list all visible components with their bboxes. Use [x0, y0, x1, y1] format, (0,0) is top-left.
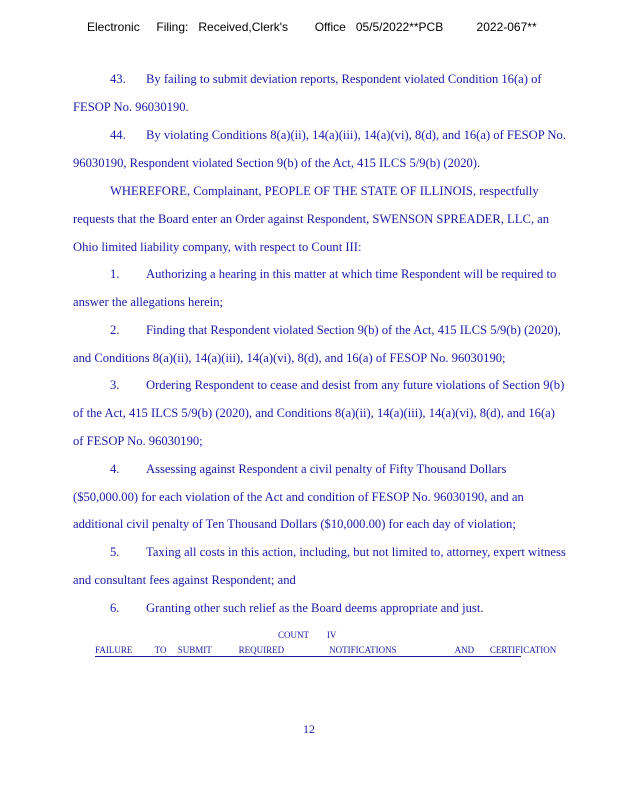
- wherefore-line-1: WHEREFORE, Complainant, PEOPLE OF THE STATE OF ILLINOIS, respectfully: [110, 184, 539, 198]
- relief-item-6-line-1: [110, 601, 483, 616]
- relief-item-text: Granting other such relief as the Board deems appropriate and just.: [146, 601, 484, 615]
- paragraph-43-line-1: [110, 72, 542, 87]
- relief-item-4-line-2: ($50,000.00) for each violation of the Act and condition of FESOP No. 96030190, and an: [73, 490, 524, 504]
- count-heading-subtitle: FAILURE TO SUBMIT REQUIRED NOTIFICATIONS AND CERTIFICATION: [95, 645, 557, 655]
- relief-item-number: 4.: [110, 462, 120, 476]
- relief-item-number: 6.: [110, 601, 120, 615]
- relief-item-5-line-1: [110, 545, 566, 560]
- relief-item-text: Finding that Respondent violated Section 9(b) of the Act, 415 ILCS 5/9(b) (2020),: [146, 323, 561, 337]
- page-number: 12: [303, 722, 315, 736]
- count-heading-underline: [95, 656, 521, 657]
- relief-item-text: Authorizing a hearing in this matter at which time Respondent will be required to: [146, 267, 557, 281]
- paragraph-number: 44.: [110, 128, 126, 142]
- paragraph-44-line-1: [110, 128, 566, 143]
- relief-item-number: 3.: [110, 378, 120, 392]
- relief-item-text: Assessing against Respondent a civil penalty of Fifty Thousand Dollars: [146, 462, 507, 476]
- efiling-header: Electronic Filing: Received,Clerk's Office 05/5/2022**PCB 2022-067**: [87, 20, 537, 34]
- paragraph-text: By failing to submit deviation reports, Respondent violated Condition 16(a) of: [146, 72, 542, 86]
- relief-item-text: Taxing all costs in this action, including, but not limited to, attorney, expert witness: [146, 545, 566, 559]
- wherefore-line-2: requests that the Board enter an Order against Respondent, SWENSON SPREADER, LLC, an: [73, 212, 550, 226]
- relief-item-3-line-3: of FESOP No. 96030190;: [73, 434, 203, 448]
- paragraph-43-line-2: FESOP No. 96030190.: [73, 100, 189, 114]
- relief-item-4-line-3: additional civil penalty of Ten Thousand Dollars ($10,000.00) for each day of violation;: [73, 517, 516, 531]
- relief-item-number: 2.: [110, 323, 120, 337]
- relief-item-3-line-2: of the Act, 415 ILCS 5/9(b) (2020), and Conditions 8(a)(ii), 14(a)(iii), 14(a)(vi), 8(d), and 16(a): [73, 406, 555, 420]
- paragraph-number: 43.: [110, 72, 126, 86]
- paragraph-44-line-2: 96030190, Respondent violated Section 9(b) of the Act, 415 ILCS 5/9(b) (2020).: [73, 156, 481, 170]
- relief-item-number: 5.: [110, 545, 120, 559]
- relief-item-1-line-2: answer the allegations herein;: [73, 295, 224, 309]
- paragraph-text: By violating Conditions 8(a)(ii), 14(a)(iii), 14(a)(vi), 8(d), and 16(a) of FESOP No.: [146, 128, 566, 142]
- relief-item-5-line-2: and consultant fees against Respondent; and: [73, 573, 296, 587]
- relief-item-3-line-1: [110, 378, 564, 393]
- relief-item-2-line-2: and Conditions 8(a)(ii), 14(a)(iii), 14(a)(vi), 8(d), and 16(a) of FESOP No. 96030190;: [73, 351, 506, 365]
- count-heading-title: COUNT IV: [278, 630, 337, 640]
- relief-item-text: Ordering Respondent to cease and desist from any future violations of Section 9(b): [146, 378, 565, 392]
- relief-item-number: 1.: [110, 267, 120, 281]
- wherefore-line-3: Ohio limited liability company, with respect to Count III:: [73, 240, 362, 254]
- relief-item-4-line-1: [110, 462, 506, 477]
- relief-item-2-line-1: [110, 323, 561, 338]
- relief-item-1-line-1: [110, 267, 556, 282]
